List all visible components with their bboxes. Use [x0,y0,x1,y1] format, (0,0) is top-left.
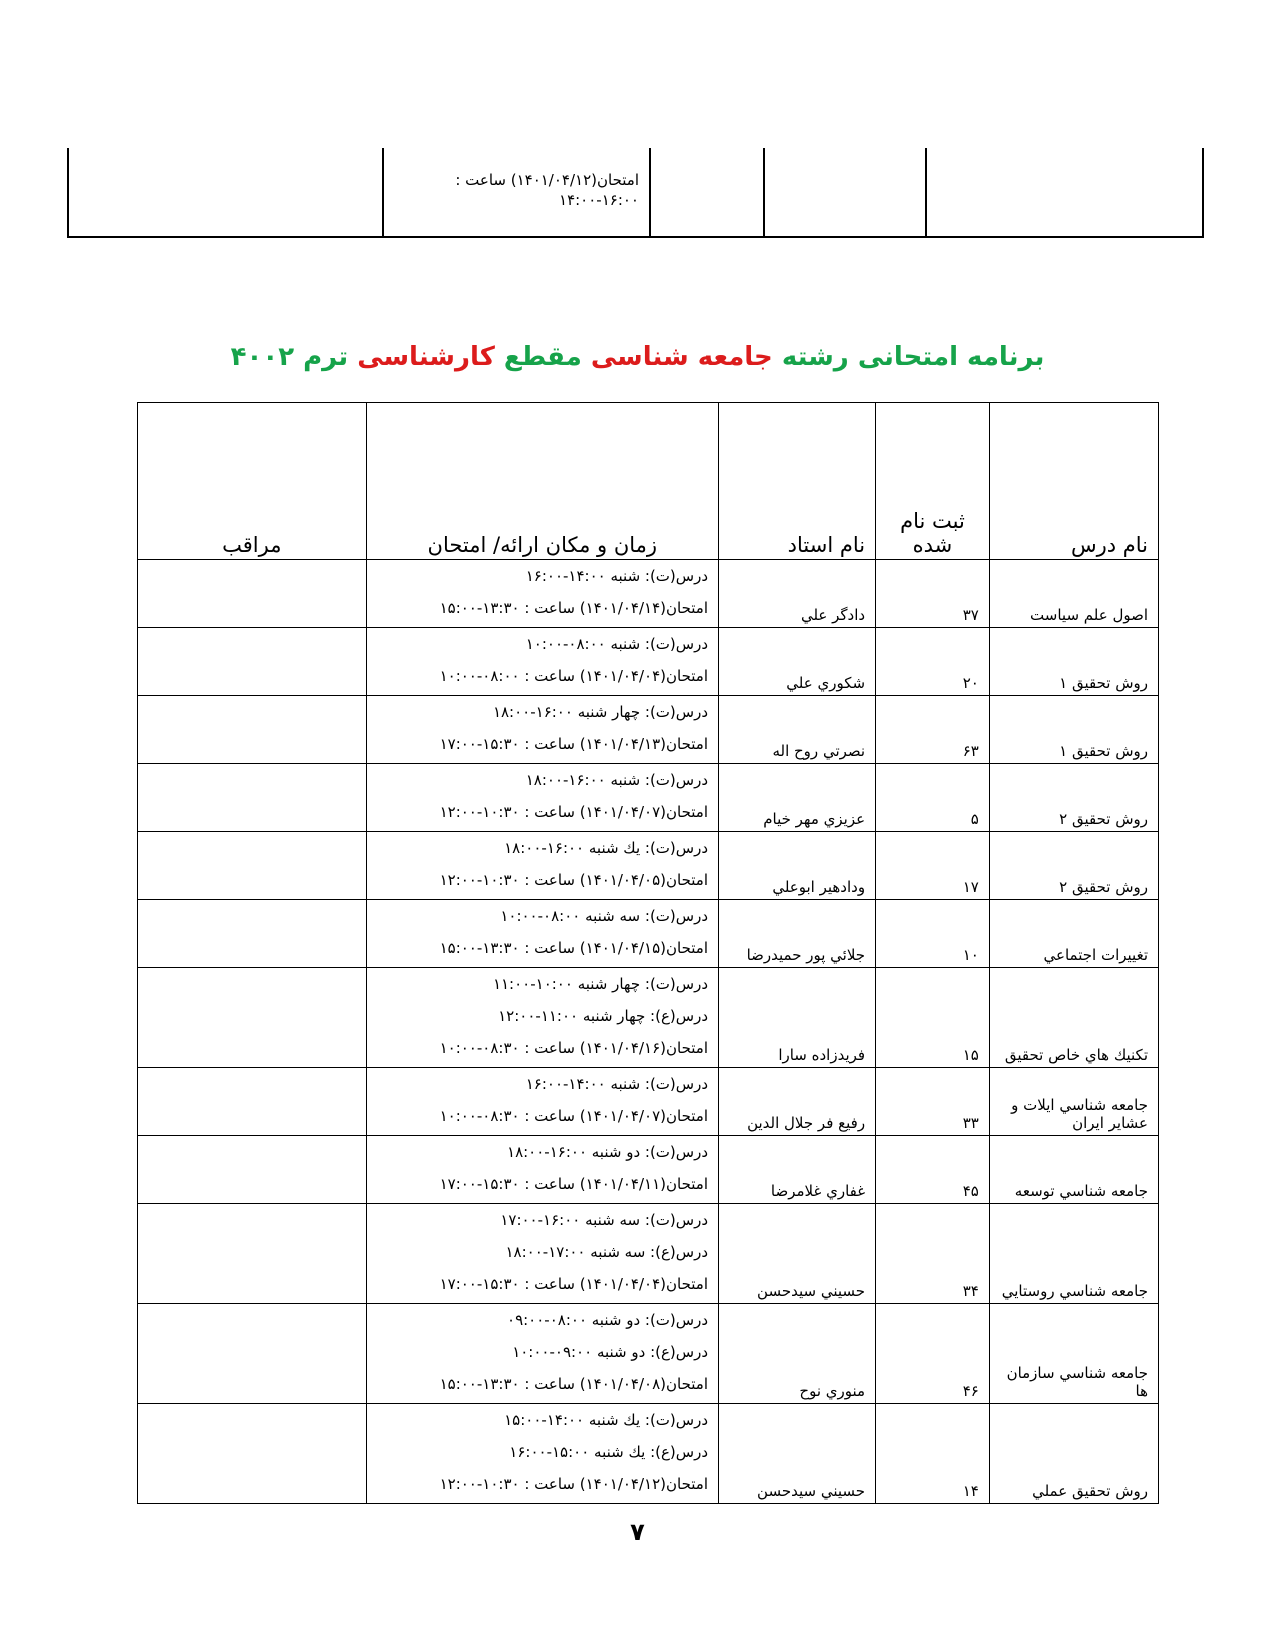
instructor-cell: رفيع فر جلال الدين [719,1068,876,1136]
title-term: ۴۰۰۲ [230,342,295,372]
schedule-cell [366,560,718,628]
schedule-line: امتحان(۱۴۰۱/۰۴/۰۴) ساعت : ۰۸:۰۰-۱۰:۰۰ [439,667,709,685]
registered-count-cell: ۳۷ [876,560,990,628]
schedule-cell [366,1404,718,1504]
instructor-cell: حسيني سيدحسن [719,1204,876,1304]
course-name-cell: روش تحقيق ۱ [989,696,1158,764]
title-part: مقطع [494,342,591,372]
title-part: ترم [294,342,358,372]
schedule-line: امتحان(۱۴۰۱/۰۴/۰۷) ساعت : ۰۸:۳۰-۱۰:۰۰ [439,1107,709,1125]
supervisor-cell [138,832,367,900]
title-part: برنامه امتحانی رشته [772,342,1045,372]
schedule-line: درس(ت): شنبه ۰۸:۰۰-۱۰:۰۰ [525,635,709,653]
schedule-line: امتحان(۱۴۰۱/۰۴/۱۶) ساعت : ۰۸:۳۰-۱۰:۰۰ [439,1039,709,1057]
schedule-line: امتحان(۱۴۰۱/۰۴/۰۷) ساعت : ۱۰:۳۰-۱۲:۰۰ [439,803,709,821]
schedule-cell [366,696,718,764]
instructor-cell: جلائي پور حميدرضا [719,900,876,968]
course-name-cell: جامعه شناسي ايلات و عشاير ايران [989,1068,1158,1136]
table-row [138,1404,1159,1504]
table-row [138,696,1159,764]
supervisor-cell [138,764,367,832]
header-supervisor: مراقب [138,403,367,560]
schedule-cell [366,1204,718,1304]
registered-count-cell: ۳۳ [876,1068,990,1136]
schedule-line: امتحان(۱۴۰۱/۰۴/۱۱) ساعت : ۱۵:۳۰-۱۷:۰۰ [439,1175,709,1193]
supervisor-cell [138,1304,367,1404]
header-instructor: نام استاد [719,403,876,560]
schedule-cell [366,1304,718,1404]
schedule-line: امتحان(۱۴۰۱/۰۴/۱۵) ساعت : ۱۳:۳۰-۱۵:۰۰ [439,939,709,957]
schedule-line: درس(ت): سه شنبه ۰۸:۰۰-۱۰:۰۰ [500,907,709,925]
registered-count-cell: ۱۵ [876,968,990,1068]
schedule-line: درس(ع): دو شنبه ۰۹:۰۰-۱۰:۰۰ [512,1343,709,1361]
instructor-cell: ودادهير ابوعلي [719,832,876,900]
schedule-cell [366,832,718,900]
registered-count-cell: ۲۰ [876,628,990,696]
schedule-line: امتحان(۱۴۰۱/۰۴/۱۴) ساعت : ۱۳:۳۰-۱۵:۰۰ [439,599,709,617]
table-row [138,968,1159,1068]
schedule-line: امتحان(۱۴۰۱/۰۴/۰۸) ساعت : ۱۳:۳۰-۱۵:۰۰ [439,1375,709,1393]
fragment-cell [764,148,926,237]
registered-count-cell: ۱۴ [876,1404,990,1504]
schedule-line: امتحان(۱۴۰۱/۰۴/۰۵) ساعت : ۱۰:۳۰-۱۲:۰۰ [439,871,709,889]
supervisor-cell [138,628,367,696]
registered-count-cell: ۴۵ [876,1136,990,1204]
supervisor-cell [138,1204,367,1304]
page-number: ۷ [630,1518,645,1546]
fragment-exam-cell [383,148,650,237]
schedule-cell [366,1136,718,1204]
registered-count-cell: ۱۰ [876,900,990,968]
supervisor-cell [138,1136,367,1204]
schedule-line: امتحان(۱۴۰۱/۰۴/۱۲) ساعت : ۱۰:۳۰-۱۲:۰۰ [439,1475,709,1493]
schedule-line: درس(ت): دو شنبه ۰۸:۰۰-۰۹:۰۰ [507,1311,709,1329]
table-row [138,1304,1159,1404]
schedule-line: درس(ت): دو شنبه ۱۶:۰۰-۱۸:۰۰ [507,1143,709,1161]
course-name-cell: روش تحقيق ۲ [989,832,1158,900]
table-row [138,628,1159,696]
course-name-cell: روش تحقيق ۱ [989,628,1158,696]
fragment-exam-line: ۱۴:۰۰-۱۶:۰۰ [559,191,639,209]
fragment-exam-line: امتحان(۱۴۰۱/۰۴/۱۲) ساعت : [455,171,639,189]
registered-count-cell: ۴۶ [876,1304,990,1404]
supervisor-cell [138,560,367,628]
schedule-cell [366,1068,718,1136]
instructor-cell: نصرتي روح اله [719,696,876,764]
instructor-cell: دادگر علي [719,560,876,628]
course-name-cell: جامعه شناسي سازمان ها [989,1304,1158,1404]
schedule-line: درس(ع): سه شنبه ۱۷:۰۰-۱۸:۰۰ [505,1243,709,1261]
schedule-line: امتحان(۱۴۰۱/۰۴/۰۴) ساعت : ۱۵:۳۰-۱۷:۰۰ [439,1275,709,1293]
schedule-line: درس(ت): چهار شنبه ۱۶:۰۰-۱۸:۰۰ [492,703,709,721]
schedule-line: درس(ت): سه شنبه ۱۶:۰۰-۱۷:۰۰ [500,1211,709,1229]
course-name-cell: جامعه شناسي روستايي [989,1204,1158,1304]
schedule-line: درس(ع): چهار شنبه ۱۱:۰۰-۱۲:۰۰ [498,1007,709,1025]
header-row [138,403,1159,560]
fragment-cell [68,148,383,237]
instructor-cell: عزيزي مهر خيام [719,764,876,832]
schedule-line: درس(ت): يك شنبه ۱۶:۰۰-۱۸:۰۰ [504,839,709,857]
course-name-cell: جامعه شناسي توسعه [989,1136,1158,1204]
page-title [0,342,1275,372]
supervisor-cell [138,696,367,764]
table-row [138,764,1159,832]
schedule-cell [366,900,718,968]
schedule-cell [366,628,718,696]
schedule-line: درس(ت): يك شنبه ۱۴:۰۰-۱۵:۰۰ [504,1411,709,1429]
fragment-cell [926,148,1203,237]
schedule-line: امتحان(۱۴۰۱/۰۴/۱۳) ساعت : ۱۵:۳۰-۱۷:۰۰ [439,735,709,753]
schedule-line: درس(ع): يك شنبه ۱۵:۰۰-۱۶:۰۰ [509,1443,709,1461]
previous-table-fragment [67,148,1204,238]
instructor-cell: فريدزاده سارا [719,968,876,1068]
course-name-cell: روش تحقيق ۲ [989,764,1158,832]
supervisor-cell [138,968,367,1068]
course-name-cell: اصول علم سياست [989,560,1158,628]
schedule-line: درس(ت): شنبه ۱۶:۰۰-۱۸:۰۰ [525,771,709,789]
supervisor-cell [138,1068,367,1136]
schedule-cell [366,764,718,832]
schedule-line: درس(ت): شنبه ۱۴:۰۰-۱۶:۰۰ [525,567,709,585]
registered-count-cell: ۵ [876,764,990,832]
table-row [138,1068,1159,1136]
table-row [138,832,1159,900]
course-name-cell: تكنيك هاي خاص تحقيق [989,968,1158,1068]
schedule-cell [366,968,718,1068]
header-schedule: زمان و مکان ارائه/ امتحان [366,403,718,560]
course-name-cell: روش تحقيق عملي [989,1404,1158,1504]
schedule-line: درس(ت): شنبه ۱۴:۰۰-۱۶:۰۰ [525,1075,709,1093]
table-row [138,560,1159,628]
table-row [138,1136,1159,1204]
instructor-cell: حسيني سيدحسن [719,1404,876,1504]
registered-count-cell: ۳۴ [876,1204,990,1304]
title-level: کارشناسی [357,342,495,372]
schedule-line: درس(ت): چهار شنبه ۱۰:۰۰-۱۱:۰۰ [492,975,709,993]
registered-count-cell: ۱۷ [876,832,990,900]
fragment-cell [650,148,764,237]
header-course: نام درس [989,403,1158,560]
instructor-cell: غفاري غلامرضا [719,1136,876,1204]
supervisor-cell [138,900,367,968]
registered-count-cell: ۶۳ [876,696,990,764]
instructor-cell: منوري نوح [719,1304,876,1404]
header-registered: ثبت نام شده [876,403,990,560]
title-field: جامعه شناسی [590,342,773,372]
instructor-cell: شكوري علي [719,628,876,696]
table-row [138,1204,1159,1304]
supervisor-cell [138,1404,367,1504]
exam-schedule-table [137,402,1159,1504]
table-row [138,900,1159,968]
course-name-cell: تغييرات اجتماعي [989,900,1158,968]
